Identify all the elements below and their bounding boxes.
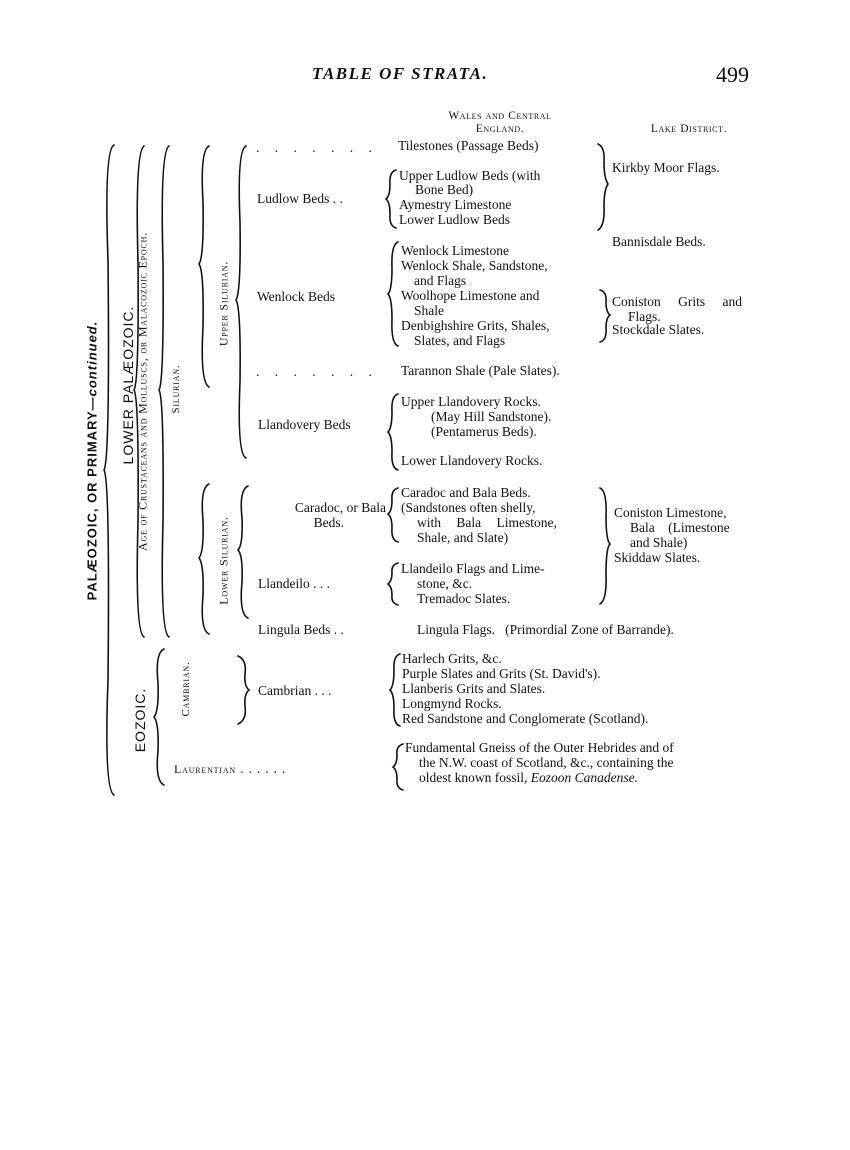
caradoc-line: with Bala Limestone, xyxy=(417,515,557,530)
caradoc-label-line: Caradoc, or Bala xyxy=(294,500,386,515)
brace-kirkby xyxy=(596,142,610,232)
column-header-lake: Lake District. xyxy=(650,123,728,135)
llandeilo-line: Llandeilo Flags and Lime- xyxy=(401,561,545,576)
caradoc-entries xyxy=(401,485,601,545)
lower-palaeozoic-label: LOWER PALÆOZOIC. xyxy=(120,305,136,465)
running-title: TABLE OF STRATA. xyxy=(312,64,489,83)
lingula-entry xyxy=(417,622,674,637)
bracket-palaeozoic xyxy=(100,140,120,800)
lingula-note: (Primordial Zone of Barrande). xyxy=(505,622,674,637)
brace-caradoc xyxy=(386,486,400,544)
laurentian-line-text: oldest known fossil, xyxy=(419,770,528,785)
ludlow-entries xyxy=(399,168,540,227)
laurentian-label-text: Laurentian xyxy=(174,762,236,776)
cambrian-line: Longmynd Rocks. xyxy=(402,696,502,711)
bracket-eozoic xyxy=(150,645,168,790)
llandovery-line: (Pentamerus Beds). xyxy=(431,424,537,439)
cambrian-label: Cambrian . . . xyxy=(258,683,332,698)
bracket-upper-silurian-beds xyxy=(232,142,250,462)
page-number: 499 xyxy=(716,62,749,87)
silurian-label: Silurian. xyxy=(170,364,182,414)
coniston-limestone-line: Bala (Limestone xyxy=(630,520,730,535)
brace-coniston-grits xyxy=(598,288,612,344)
llandovery-entries xyxy=(401,394,551,468)
caradoc-label xyxy=(258,500,386,530)
laurentian-line xyxy=(405,770,674,785)
coniston-limestone-line: Coniston Limestone, xyxy=(614,505,727,520)
cambrian-line: Llanberis Grits and Slates. xyxy=(402,681,546,696)
coniston-limestone-line: Skiddaw Slates. xyxy=(614,550,701,565)
laurentian-line: Fundamental Gneiss of the Outer Hebrides and of xyxy=(405,740,674,755)
wenlock-line: Wenlock Shale, Sandstone, xyxy=(401,258,548,273)
llandeilo-entries xyxy=(401,561,545,606)
kirkby-moor-entry: Kirkby Moor Flags. xyxy=(612,160,720,175)
cambrian-line: Purple Slates and Grits (St. David's). xyxy=(402,666,601,681)
laurentian-line: the N.W. coast of Scotland, &c., containing the xyxy=(419,755,674,770)
coniston-grits-line: Coniston Grits and xyxy=(612,294,743,309)
cambrian-entries xyxy=(402,651,648,726)
caradoc-label-line: Beds. xyxy=(313,515,344,530)
palaeozoic-continued: continued. xyxy=(84,320,100,397)
tilestones-leader: . . . . . . . xyxy=(256,140,378,155)
wenlock-line: and Flags xyxy=(414,273,467,288)
bracket-cambrian xyxy=(234,652,252,728)
wenlock-line: Slates, and Flags xyxy=(414,333,506,348)
laurentian-label xyxy=(174,761,286,777)
lingula-beds-label: Lingula Beds . . xyxy=(258,622,344,637)
header-line: Wales and Central xyxy=(448,110,552,122)
tarannon-entry: Tarannon Shale (Pale Slates). xyxy=(401,363,560,378)
ludlow-line: Lower Ludlow Beds xyxy=(399,212,510,227)
bracket-lower-palaeozoic xyxy=(130,142,148,642)
lower-silurian-label: Lower Silurian. xyxy=(216,516,231,605)
bracket-lower-silurian xyxy=(195,480,213,638)
coniston-grits-line: Flags. xyxy=(628,309,661,324)
wenlock-line: Denbighshire Grits, Shales, xyxy=(401,318,550,333)
bracket-silurian xyxy=(155,142,173,642)
palaeozoic-label-text: PALÆOZOIC, OR PRIMARY— xyxy=(84,396,100,601)
header-line: England. xyxy=(475,123,525,135)
eozoon-name: Eozoon Canadense. xyxy=(530,770,639,785)
caradoc-line: Caradoc and Bala Beds. xyxy=(401,485,531,500)
bracket-upper-silurian xyxy=(195,142,213,392)
upper-silurian-label: Upper Silurian. xyxy=(216,260,231,347)
wenlock-line: Wenlock Limestone xyxy=(401,243,510,258)
age-crustaceans-label: Age of Crustaceans and Molluscs, or Malacozoic Epoch. xyxy=(135,232,150,552)
laurentian-entries xyxy=(405,740,674,785)
bracket-lower-silurian-beds xyxy=(234,482,252,622)
brace-llandeilo xyxy=(386,561,400,607)
llandeilo-line: stone, &c. xyxy=(417,576,473,591)
llandovery-line: Upper Llandovery Rocks. xyxy=(401,394,541,409)
lingula-flags: Lingula Flags. xyxy=(417,622,495,637)
wenlock-line: Woolhope Limestone and xyxy=(401,288,540,303)
llandovery-line: (May Hill Sandstone). xyxy=(431,409,552,424)
cambrian-line: Harlech Grits, &c. xyxy=(402,651,502,666)
wenlock-line: Shale xyxy=(414,303,444,318)
brace-wenlock xyxy=(386,240,400,348)
brace-ludlow xyxy=(384,168,398,230)
caradoc-line: Shale, and Slate) xyxy=(417,530,509,545)
ludlow-beds-label: Ludlow Beds . . xyxy=(257,191,343,206)
ludlow-line: Aymestry Limestone xyxy=(399,197,512,212)
llandovery-line: Lower Llandovery Rocks. xyxy=(401,453,543,468)
tarannon-leader: . . . . . . . xyxy=(256,364,378,379)
tilestones-entry: Tilestones (Passage Beds) xyxy=(398,138,539,153)
laurentian-dots: . . . . . . xyxy=(240,761,287,776)
wenlock-entries xyxy=(401,243,549,348)
brace-llandovery xyxy=(386,392,400,472)
wenlock-beds-label: Wenlock Beds xyxy=(257,289,336,304)
ludlow-line: Bone Bed) xyxy=(415,182,474,197)
cambrian-vertical-label: Cambrian. xyxy=(180,661,192,717)
coniston-limestone-line: and Shale) xyxy=(630,535,688,550)
brace-laurentian xyxy=(391,742,405,792)
ludlow-line: Upper Ludlow Beds (with xyxy=(399,168,541,183)
palaeozoic-label xyxy=(85,301,100,621)
coniston-grits-line: Stockdale Slates. xyxy=(612,322,705,337)
eozoic-label: EOZOIC. xyxy=(132,687,148,753)
caradoc-line: (Sandstones often shelly, xyxy=(401,500,536,515)
llandeilo-line: Tremadoc Slates. xyxy=(417,591,511,606)
cambrian-line: Red Sandstone and Conglomerate (Scotland). xyxy=(402,711,649,726)
column-header-wales xyxy=(400,110,600,136)
bannisdale-entry: Bannisdale Beds. xyxy=(612,234,706,249)
coniston-limestone-entries xyxy=(614,505,730,565)
llandeilo-label: Llandeilo . . . xyxy=(258,576,330,591)
brace-cambrian xyxy=(388,652,402,728)
llandovery-beds-label: Llandovery Beds xyxy=(258,417,351,432)
coniston-grits-entries xyxy=(612,294,742,337)
